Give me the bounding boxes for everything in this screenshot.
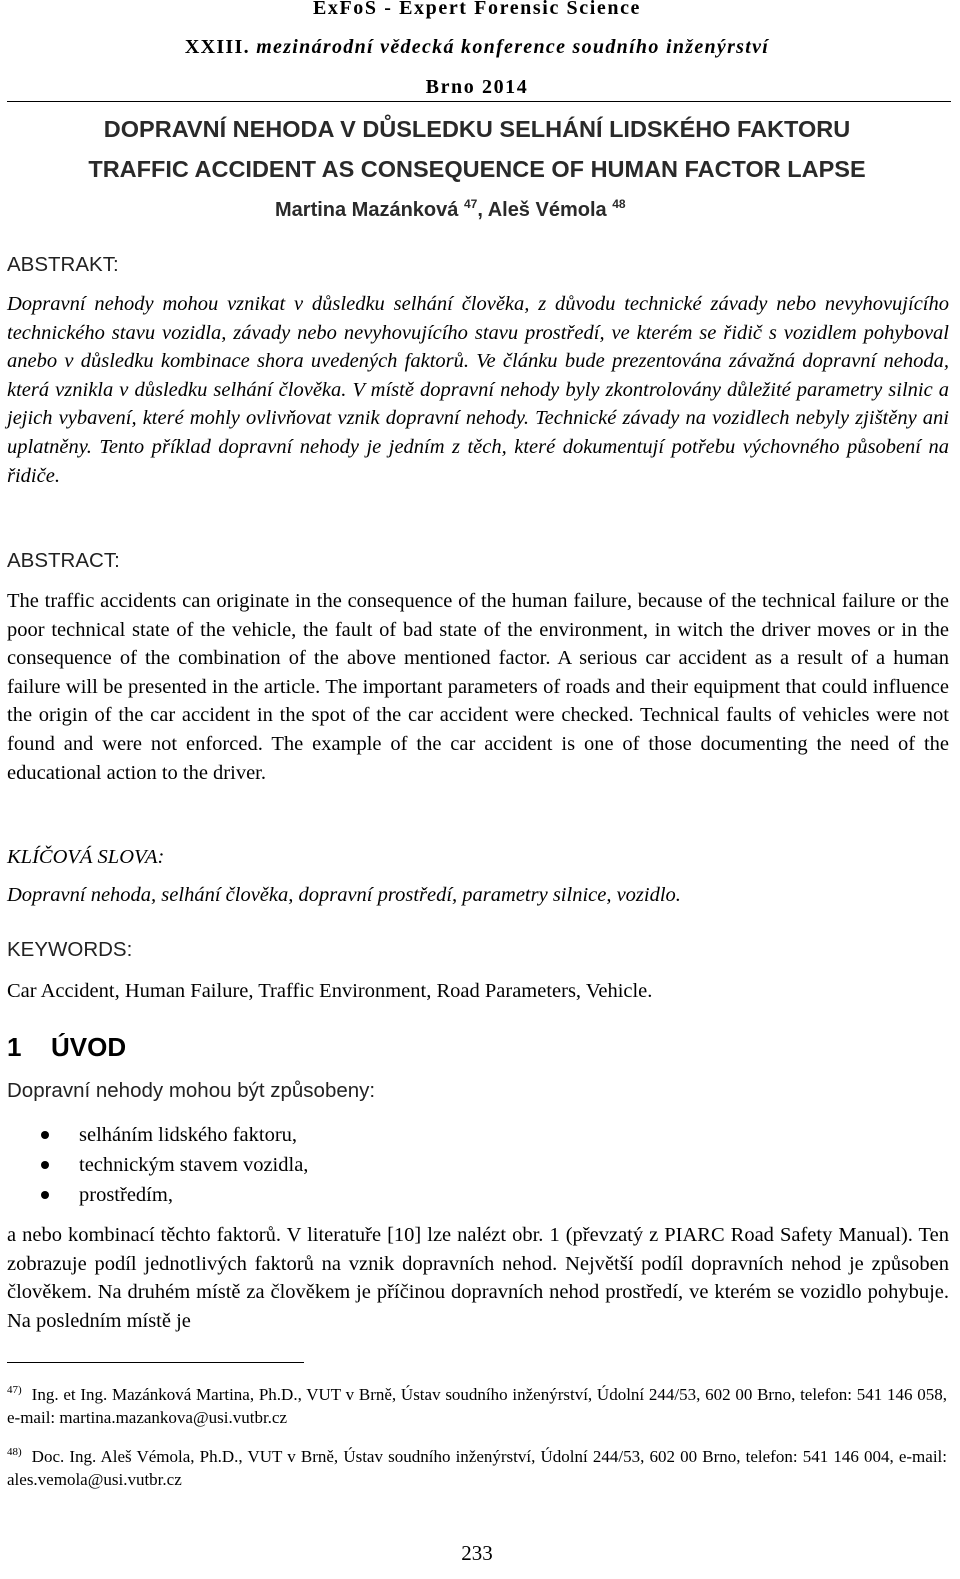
author-separator: ,: [477, 199, 488, 221]
footnote-text: Ing. et Ing. Mazánková Martina, Ph.D., VUT v Brně, Ústav soudního inženýrství, Údolní 244/53, 602 00 Brno, telefon: 541 146 058, e-mail: martina.mazankova@usi.vutbr.cz: [7, 1385, 947, 1427]
footnote: [7, 1446, 947, 1491]
bullet-icon: [41, 1131, 49, 1139]
cause-list: [7, 1120, 308, 1210]
keywords-heading: KEYWORDS:: [7, 938, 133, 961]
bullet-icon: [41, 1161, 49, 1169]
footnote-mark: 47): [7, 1384, 22, 1396]
author-line: [275, 197, 626, 223]
running-header-conference: ExFoS - Expert Forensic Science: [312, 0, 642, 19]
footnote-mark: 48): [7, 1446, 22, 1458]
footnote-ref: 48: [612, 197, 626, 211]
list-item: [7, 1120, 308, 1150]
author-name: Aleš Vémola: [487, 199, 607, 221]
abstract-heading: ABSTRACT:: [7, 549, 120, 572]
abstrakt-heading: ABSTRAKT:: [7, 253, 119, 276]
klicova-slova-body: Dopravní nehoda, selhání člověka, dopravní prostředí, parametry silnice, vozidlo.: [7, 884, 681, 906]
abstrakt-body: Dopravní nehody mohou vznikat v důsledku selhání člověka, z důvodu technické závady nebo nevyhovujícího technického stavu vozidla, závady nebo nevyhovujícího stavu prostředí, ve kterém se řidič s vozidlem pohyboval anebo v důsledku kombinace shora uvedených faktorů. Ve článku bude prezentována závažná dopravní nehoda, která vznikla v důsledku selhání člověka. V místě dopravní nehody byly zkontrolovány důležité parametry silnic a jejich vybavení, které mohly ovlivňovat vznik dopravní nehody. Technické závady na vozidlech nebyly zjištěny ani uplatněny. Tento příklad dopravní nehody je jedním z těch, které dokumentují potřebu výchovného působení na řidiče.: [7, 293, 949, 487]
footnote: [7, 1384, 947, 1429]
paper-title-english: TRAFFIC ACCIDENT AS CONSEQUENCE OF HUMAN FACTOR LAPSE: [88, 156, 866, 182]
conference-name: mezinárodní vědecká konference soudního inženýrství: [256, 36, 770, 58]
page-number: 233: [461, 1541, 493, 1565]
abstract-body: The traffic accidents can originate in the consequence of the human failure, because of the technical failure or the poor technical state of the vehicle, the fault of bad state of the environment, in witch the driver moves or in the consequence of the combination of the above mentioned factor. A serious car accident as a result of a human failure will be presented in the article. The important parameters of roads and their equipment that could influence the origin of the car accident in the spot of the car accident were checked. Technical faults of vehicles were not found and were not enforced. The example of the car accident is one of those documenting the need of the educational action to the driver.: [7, 590, 949, 784]
running-header-subtitle: [7, 37, 947, 57]
section-title: ÚVOD: [51, 1032, 127, 1062]
klicova-slova-heading: KLÍČOVÁ SLOVA:: [7, 846, 165, 868]
footnote-ref: 47: [463, 197, 478, 211]
list-item: [7, 1150, 308, 1180]
section-number: 1: [7, 1032, 22, 1062]
section-lead: Dopravní nehody mohou být způsobeny:: [7, 1079, 376, 1102]
author-name: Martina Mazánková: [275, 199, 459, 221]
header-divider: [7, 101, 951, 102]
footnote-divider: [7, 1362, 304, 1363]
keywords-body: Car Accident, Human Failure, Traffic Environment, Road Parameters, Vehicle.: [7, 980, 653, 1002]
running-header-place-year: Brno 2014: [425, 76, 529, 98]
list-item-text: selháním lidského faktoru,: [79, 1124, 298, 1146]
section-heading: [7, 1031, 126, 1063]
list-item-text: technickým stavem vozidla,: [79, 1154, 309, 1176]
paper-title-czech: DOPRAVNÍ NEHODA V DŮSLEDKU SELHÁNÍ LIDSKÉHO FAKTORU: [103, 116, 851, 142]
footnote-text: Doc. Ing. Aleš Vémola, Ph.D., VUT v Brně, Ústav soudního inženýrství, Údolní 244/53, 602 00 Brno, telefon: 541 146 004, e-mail: ales.vemola@usi.vutbr.cz: [7, 1447, 947, 1489]
conference-number: XXIII.: [184, 36, 250, 58]
list-item-text: prostředím,: [79, 1184, 173, 1206]
section-body: a nebo kombinací těchto faktorů. V literatuře [10] lze nalézt obr. 1 (převzatý z PIARC Road Safety Manual). Ten zobrazuje podíl jednotlivých faktorů na vznik dopravních nehod. Největší podíl dopravních nehod je způsoben člověkem. Na druhém místě za člověkem je příčinou dopravních nehod prostředí, ve kterém se vozidlo pohybuje. Na posledním místě je: [7, 1224, 949, 1332]
bullet-icon: [41, 1191, 49, 1199]
list-item: [7, 1180, 308, 1210]
